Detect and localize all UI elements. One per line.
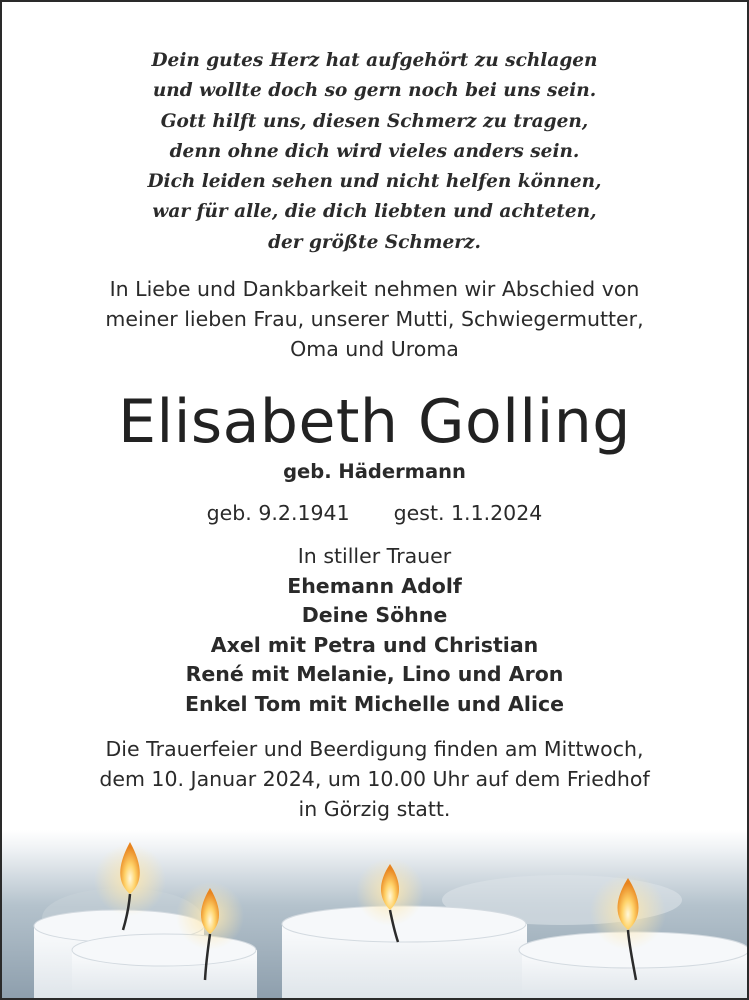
mourner-name: Enkel Tom mit Michelle und Alice [184,691,565,716]
mourners-block [2,542,747,719]
funeral-line: Die Trauerfeier und Beerdigung finden am Mittwoch, [105,737,644,761]
deceased-name: Elisabeth Golling [118,387,631,457]
poem-line: und wollte doch so gern noch bei uns sein. [152,80,597,102]
funeral-info [2,734,747,824]
intro-line: meiner lieben Frau, unserer Mutti, Schwiegermutter, [105,307,644,331]
mourner-name: Ehemann Adolf [287,573,462,598]
poem-line: der größte Schmerz. [268,231,481,253]
life-dates [2,497,747,529]
poem-line: war für alle, die dich liebten und achteten, [152,201,597,223]
funeral-line: in Görzig statt. [298,797,451,821]
intro-line: In Liebe und Dankbarkeit nehmen wir Abschied von [109,277,640,301]
maiden-name: geb. Hädermann [283,460,466,483]
birth-date: geb. 9.2.1941 [206,501,350,525]
candles-image [2,830,747,998]
mourners-heading: In stiller Trauer [297,544,452,568]
poem-line: Gott hilft uns, diesen Schmerz zu tragen, [160,110,589,132]
funeral-line: dem 10. Januar 2024, um 10.00 Uhr auf dem Friedhof [99,767,650,791]
mourner-name: Axel mit Petra und Christian [210,632,539,657]
intro-line: Oma und Uroma [290,337,459,361]
poem-line: Dich leiden sehen und nicht helfen können, [147,171,602,193]
death-date: gest. 1.1.2024 [393,501,543,525]
poem-line: Dein gutes Herz hat aufgehört zu schlagen [151,50,598,71]
mourner-name: René mit Melanie, Lino und Aron [185,662,564,686]
memorial-poem [2,46,747,258]
mourner-name: Deine Söhne [301,603,448,627]
farewell-intro [2,274,747,364]
poem-line: denn ohne dich wird vieles anders sein. [169,140,580,162]
